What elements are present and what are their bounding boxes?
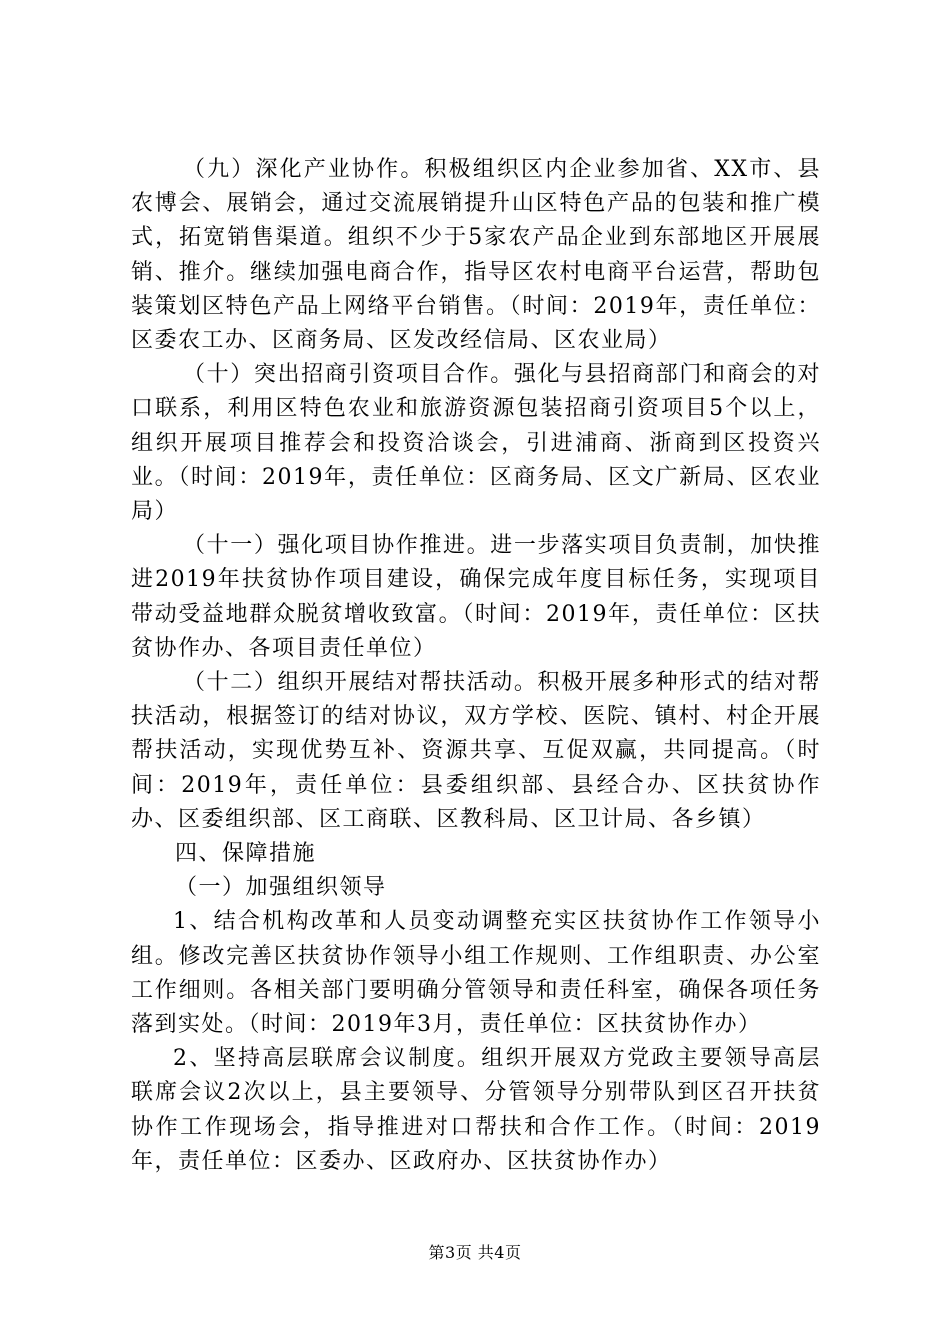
page-number-footer: 第3页 共4页 bbox=[428, 1243, 522, 1262]
paragraph-item-11: （十一）强化项目协作推进。进一步落实项目负责制，加快推进2019年扶贫协作项目建设，确保完成年度目标任务，实现项目带动受益地群众脱贫增收致富。（时间：2019年，责任单位：区扶贫协作办、各项目责任单位） bbox=[131, 533, 821, 661]
subsection-heading-leadership: （一）加强组织领导 bbox=[175, 875, 387, 901]
paragraph-point-1: 1、结合机构改革和人员变动调整充实区扶贫协作工作领导小组。修改完善区扶贫协作领导小组工作规则、工作组职责、办公室工作细则。各相关部门要明确分管领导和责任科室，确保各项任务落到实处。（时间：2019年3月，责任单位：区扶贫协作办） bbox=[131, 909, 821, 1038]
paragraph-item-9: （九）深化产业协作。积极组织区内企业参加省、XX市、县农博会、展销会，通过交流展销提升山区特色产品的包装和推广模式，拓宽销售渠道。组织不少于5家农产品企业到东部地区开展展销、推介。继续加强电商合作，指导区农村电商平台运营，帮助包装策划区特色产品上网络平台销售。（时间：2019年，责任单位：区委农工办、区商务局、区发改经信局、区农业局） bbox=[131, 157, 821, 354]
paragraph-point-2: 2、坚持高层联席会议制度。组织开展双方党政主要领导高层联席会议2次以上，县主要领导、分管领导分别带队到区召开扶贫协作工作现场会，指导推进对口帮扶和合作工作。（时间：2019年，责任单位：区委办、区政府办、区扶贫协作办） bbox=[131, 1046, 821, 1174]
paragraph-item-12: （十二）组织开展结对帮扶活动。积极开展多种形式的结对帮扶活动，根据签订的结对协议，双方学校、医院、镇村、村企开展帮扶活动，实现优势互补、资源共享、互促双赢，共同提高。（时间：2019年，责任单位：县委组织部、县经合办、区扶贫协作办、区委组织部、区工商联、区教科局、区卫计局、各乡镇） bbox=[131, 670, 821, 832]
document-body bbox=[131, 153, 821, 1179]
paragraph-item-10: （十）突出招商引资项目合作。强化与县招商部门和商会的对口联系，利用区特色农业和旅游资源包装招商引资项目5个以上，组织开展项目推荐会和投资洽谈会，引进浦商、浙商到区投资兴业。（时间：2019年，责任单位：区商务局、区文广新局、区农业局） bbox=[131, 362, 821, 525]
section-heading-safeguards: 四、保障措施 bbox=[175, 841, 317, 867]
